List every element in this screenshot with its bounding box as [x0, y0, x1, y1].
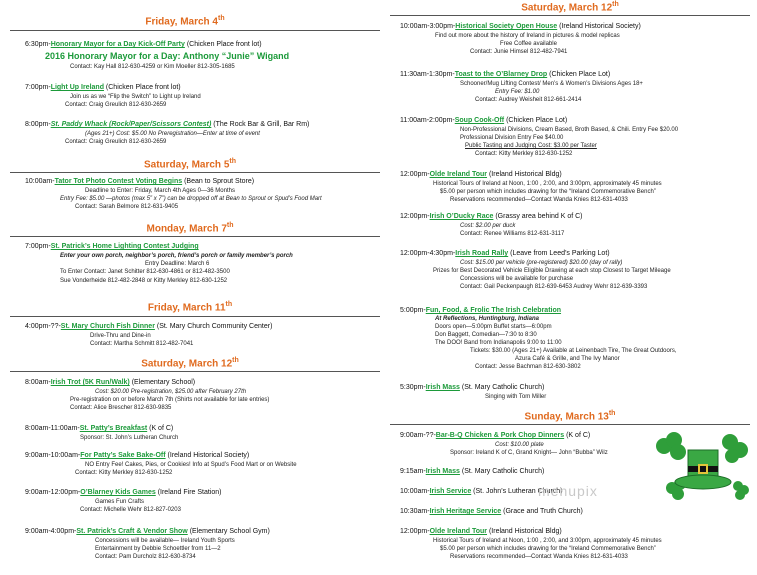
event-title-link[interactable]: Historical Society Open House: [455, 23, 558, 30]
day-heading: Friday, March 11th: [147, 301, 233, 314]
event-row: 9:00am-4:00pm-St. Patrick’s Craft & Vendor Show (Elementary School Gym): [25, 528, 270, 535]
event-title-link[interactable]: St. Paddy Whack (Rock/Paper/Scissors Contest): [50, 121, 212, 128]
event-detail: Sponsor: Ireland K of C, Grand Knight— John “Bubba” Wilz: [450, 450, 608, 456]
event-detail: Concessions will be available— Ireland Youth Sports: [95, 538, 235, 544]
event-row: 6:30pm-Honorary Mayor for a Day Kick-Off Party (Chicken Place front lot): [25, 41, 262, 48]
event-detail: Sue Vonderheide 812-482-2848 or Kitty Merkley 812-630-1252: [60, 278, 228, 284]
event-title-link[interactable]: Olde Ireland Tour: [429, 528, 488, 535]
event-row: 7:00pm-St. Patrick’s Home Lighting Contest Judging: [25, 243, 199, 250]
event-row: 7:00pm-Light Up Ireland (Chicken Place front lot): [25, 84, 181, 91]
divider: [10, 236, 380, 237]
event-title-link[interactable]: Honorary Mayor for a Day Kick-Off Party: [50, 41, 185, 48]
event-title-link[interactable]: For Patty’s Sake Bake-Off: [80, 452, 166, 459]
event-detail: $5.00 per person which includes drawing for the “Ireland Commemorative Bench”: [440, 546, 656, 552]
event-contact: Contact: Michelle Wehr 812-827-0203: [80, 507, 181, 513]
event-row: 10:00am-Tator Tot Photo Contest Voting Begins (Bean to Sprout Store): [25, 178, 255, 185]
divider: [10, 371, 380, 372]
event-detail: To Enter Contact: Janet Schitter 812-630-4861 or 812-482-3500: [60, 269, 230, 275]
event-title-link[interactable]: Irish O’Ducky Race: [429, 213, 494, 220]
event-title-link[interactable]: Soup Cook-Off: [454, 117, 505, 124]
event-detail: Drive-Thru and Dine-in: [90, 333, 151, 339]
event-contact: Contact: Junie Himsel 812-482-7941: [470, 49, 568, 55]
event-detail: At Reflections, Huntingburg, Indiana: [435, 316, 539, 322]
event-detail: Games Fun Crafts: [95, 499, 145, 505]
event-title-link[interactable]: O’Blarney Kids Games: [80, 489, 156, 496]
event-detail: (Ages 21+) Cost: $5.00 No Preregistration—Enter at time of event: [85, 131, 260, 137]
event-detail: Doors open—5:00pm Buffet starts—6:00pm: [435, 324, 552, 330]
watermark: menupix: [538, 483, 598, 499]
event-contact: Contact: Audrey Weisheit 812-661-2414: [475, 97, 582, 103]
event-detail: Historical Tours of Ireland at Noon, 1:00 , 2:00, and 3:00pm, approximately 45 minutes: [433, 538, 662, 544]
event-title-link[interactable]: Olde Ireland Tour: [429, 171, 488, 178]
event-contact: Contact: Pam Durcholz 812-630-8734: [95, 554, 196, 560]
event-title-link[interactable]: Fun, Food, & Frolic The Irish Celebration: [425, 307, 562, 314]
event-detail: Historical Tours of Ireland at Noon, 1:00 , 2:00, and 3:00pm, approximately 45 minutes: [433, 181, 662, 187]
event-detail: Tickets: $30.00 (Ages 21+) Available at Leinenbach Tire, The Great Outdoors,: [470, 348, 677, 354]
event-title-link[interactable]: Irish Mass: [425, 468, 460, 475]
event-detail: Cost: $15.00 per vehicle (pre-registered) $20.00 (day of rally): [460, 260, 623, 266]
event-detail: Reservations recommended—Contact Wanda Knies 812-631-4033: [450, 554, 628, 560]
event-detail: Reservations recommended—Contact Wanda Knies 812-631-4033: [450, 197, 628, 203]
event-contact: Contact: Alice Brescher 812-630-9835: [70, 405, 172, 411]
event-detail: Free Coffee available: [500, 41, 557, 47]
event-title-link[interactable]: Light Up Ireland: [50, 84, 104, 91]
event-contact: Contact: Sarah Belmore 812-631-9405: [75, 204, 179, 210]
event-contact: Contact: Kay Hall 812-630-4259 or Kim Moeller 812-305-1685: [70, 64, 235, 70]
event-detail: The DOO! Band from Indianapolis 9:00 to 11:00: [435, 340, 562, 346]
event-row: 10:00am-3:00pm-Historical Society Open House (Ireland Historical Society): [400, 23, 641, 30]
event-row: 8:00pm-St. Paddy Whack (Rock/Paper/Scissors Contest) (The Rock Bar & Grill, Bar Rm): [25, 121, 310, 128]
divider: [390, 15, 750, 16]
event-contact: Contact: Craig Greulich 812-630-2659: [65, 102, 167, 108]
event-detail: Entertainment by Debbie Schoettler from 11—2: [95, 546, 221, 552]
event-title-link[interactable]: Irish Road Rally: [455, 250, 509, 257]
event-title-link[interactable]: Irish Service: [429, 488, 472, 495]
event-row: 11:00am-2:00pm-Soup Cook-Off (Chicken Place Lot): [400, 117, 568, 124]
event-title-link[interactable]: St. Mary Church Fish Dinner: [60, 323, 155, 330]
event-row: 12:00pm-4:30pm-Irish Road Rally (Leave from Leed’s Parking Lot): [400, 250, 610, 257]
honorary-mayor-banner: 2016 Honorary Mayor for a Day: Anthony “Junie” Wigand: [45, 51, 290, 61]
event-row: 5:30pm-Irish Mass (St. Mary Catholic Church): [400, 384, 545, 391]
event-row: 10:00am-Irish Service (St. John’s Lutheran Church): [400, 488, 563, 495]
day-heading: Saturday, March 5th: [143, 158, 236, 171]
event-row: 8:00am-11:00am-St. Patty’s Breakfast (K of C): [25, 425, 174, 432]
divider: [10, 30, 380, 31]
event-detail: Singing with Tom Miller: [485, 394, 547, 400]
event-row: 12:00pm-Olde Ireland Tour (Ireland Historical Bldg): [400, 171, 562, 178]
event-title-link[interactable]: St. Patrick’s Craft & Vendor Show: [76, 528, 188, 535]
event-contact: Contact: Kitty Merkley 812-630-1252: [475, 151, 573, 157]
event-title-link[interactable]: Irish Mass: [425, 384, 460, 391]
event-detail: Pre-registration on or before March 7th (Shirts not available for late entries): [70, 397, 270, 403]
event-detail: Schooner/Mug Lifting Contest/ Men’s & Women’s Divisions Ages 18+: [460, 81, 643, 87]
event-detail: Enter your own porch, neighbor’s porch, friend’s porch or family member’s porch: [60, 253, 293, 259]
event-detail: Professional Division Entry Fee $40.00: [460, 135, 564, 141]
event-contact: Contact: Craig Greulich 812-630-2659: [65, 139, 167, 145]
event-detail: Concessions will be available for purchase: [460, 276, 574, 282]
event-row: 9:00am-??-Bar-B-Q Chicken & Pork Chop Dinners (K of C): [400, 432, 591, 439]
event-row: 4:00pm-??-St. Mary Church Fish Dinner (St. Mary Church Community Center): [25, 323, 273, 330]
event-contact: Contact: Renee Williams 812-631-3117: [460, 231, 565, 237]
event-detail: Cost: $20.00 Pre-registration, $25.00 after February 27th: [95, 389, 247, 395]
event-title-link[interactable]: Bar-B-Q Chicken & Pork Chop Dinners: [435, 432, 565, 439]
event-contact: Contact: Kitty Merkley 812-630-1252: [75, 470, 173, 476]
event-row: 5:00pm-Fun, Food, & Frolic The Irish Celebration: [400, 307, 562, 314]
day-heading: Saturday, March 12th: [521, 1, 619, 14]
event-detail: Prizes for Best Decorated Vehicle Eligible Drawing at each stop Closest to Target Mileage: [433, 268, 671, 274]
event-row: 12:00pm-Olde Ireland Tour (Ireland Historical Bldg): [400, 528, 562, 535]
shamrock-hat-icon: [652, 432, 750, 502]
event-detail: Join us as we “Flip the Switch” to Light up Ireland: [70, 94, 201, 100]
event-detail: Entry Fee: $1.00: [495, 89, 540, 95]
event-row: 9:00am-12:00pm-O’Blarney Kids Games (Ireland Fire Station): [25, 489, 222, 496]
day-heading: Saturday, March 12th: [141, 357, 239, 370]
event-detail: Find out more about the history of Ireland in pictures & model replicas: [435, 33, 620, 39]
day-heading: Sunday, March 13th: [524, 410, 616, 423]
event-detail: Don Baggett, Comedian—7:30 to 8:30: [435, 332, 537, 338]
day-heading: Monday, March 7th: [146, 222, 234, 235]
divider: [10, 172, 380, 173]
event-detail: $5.00 per person which includes drawing for the “Ireland Commemorative Bench”: [440, 189, 656, 195]
event-title-link[interactable]: Irish Trot (5K Run/Walk): [50, 379, 130, 386]
event-row: 10:30am-Irish Heritage Service (Grace and Truth Church): [400, 508, 583, 515]
event-detail: Public Tasting and Judging Cost: $3.00 per Taster: [465, 143, 597, 149]
event-contact: Contact: Gail Peckenpaugh 812-639-6453 Audrey Wehr 812-639-3393: [460, 284, 648, 290]
event-title-link[interactable]: Irish Heritage Service: [429, 508, 502, 515]
divider: [10, 316, 380, 317]
event-row: 9:15am-Irish Mass (St. Mary Catholic Church): [400, 468, 545, 475]
event-row: 8:00am-Irish Trot (5K Run/Walk) (Elementary School): [25, 379, 196, 386]
divider: [390, 424, 750, 425]
event-detail: Sponsor: St. John’s Lutheran Church: [80, 435, 179, 441]
event-contact: Contact: Jesse Bachman 812-630-3802: [475, 364, 581, 370]
event-row: 9:00am-10:00am-For Patty’s Sake Bake-Off (Ireland Historical Society): [25, 452, 250, 459]
event-detail: Deadline to Enter: Friday, March 4th Ages 0—36 Months: [85, 188, 235, 194]
event-detail: Azura Café & Grille, and The Ivy Manor: [515, 356, 620, 362]
event-row: 12:00pm-Irish O’Ducky Race (Grassy area behind K of C): [400, 213, 583, 220]
event-title-link[interactable]: St. Patrick’s Home Lighting Contest Judging: [50, 243, 199, 250]
event-detail: Entry Fee: $5.00 —photos (max 5” x 7”) can be dropped off at Bean to Sprout or Spud’s Food Mart: [60, 196, 322, 202]
event-contact: Contact: Martha Schmitt 812-482-7041: [90, 341, 194, 347]
event-row: 11:30am-1:30pm-Toast to the O’Blarney Drop (Chicken Place Lot): [400, 71, 611, 78]
event-title-link[interactable]: Toast to the O’Blarney Drop: [454, 71, 548, 78]
event-title-link[interactable]: St. Patty’s Breakfast: [79, 425, 148, 432]
day-heading: Friday, March 4th: [145, 15, 225, 28]
event-detail: NO Entry Fee! Cakes, Pies, or Cookies! Info at Spud’s Food Mart or on Website: [85, 462, 297, 468]
event-detail: Entry Deadline: March 6: [145, 261, 210, 267]
event-detail: Cost: $2.00 per duck: [460, 223, 516, 229]
event-detail: Cost: $10.00 plate: [495, 442, 544, 448]
event-title-link[interactable]: Tator Tot Photo Contest Voting Begins: [54, 178, 183, 185]
event-detail: Non-Professional Divisions, Cream Based, Broth Based, & Chili. Entry Fee $20.00: [460, 127, 679, 133]
